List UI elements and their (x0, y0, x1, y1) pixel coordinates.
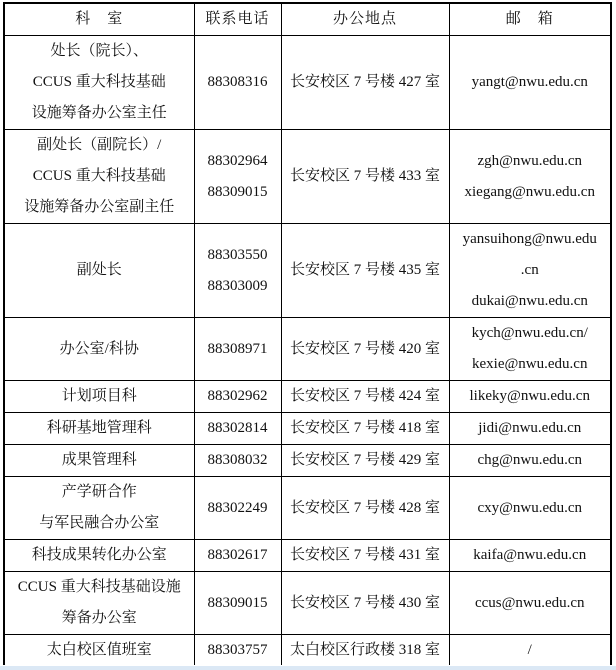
cell-line: 长安校区 7 号楼 428 室 (289, 499, 440, 516)
cell-location (281, 445, 449, 477)
cell-phone (194, 318, 281, 381)
cell-location (281, 130, 449, 224)
cell-phone (194, 224, 281, 318)
cell-phone (194, 635, 281, 668)
cell-line: yangt@nwu.edu.cn (471, 74, 588, 90)
cell-line: 88308971 (207, 340, 268, 357)
page-bottom-edge (0, 665, 616, 670)
cell-phone (194, 477, 281, 540)
table-row (4, 36, 611, 130)
cell-phone (194, 445, 281, 477)
cell-dept (4, 381, 194, 413)
cell-dept (4, 224, 194, 318)
cell-phone (194, 540, 281, 572)
cell-line: 88309015 (207, 594, 268, 611)
cell-line: 处长（院长）、 (50, 43, 148, 59)
table-row (4, 445, 611, 477)
cell-email (449, 318, 611, 381)
cell-location (281, 318, 449, 381)
cell-location (281, 413, 449, 445)
cell-email (449, 572, 611, 635)
cell-line: CCUS 重大科技基础 (32, 74, 166, 90)
cell-line: .cn (520, 262, 539, 278)
cell-line: / (527, 642, 532, 658)
cell-line: 88303550 (207, 246, 268, 263)
cell-line: 副处长 (76, 262, 122, 278)
cell-line: cxy@nwu.edu.cn (477, 499, 583, 516)
cell-line: 88309015 (207, 183, 268, 200)
cell-line: 设施筹备办公室副主任 (24, 199, 175, 215)
cell-line: yansuihong@nwu.edu (462, 231, 597, 247)
cell-line: 88303009 (207, 277, 268, 294)
cell-line: 88302962 (207, 388, 268, 404)
cell-line: 88303757 (207, 642, 268, 658)
cell-line: 88302249 (207, 499, 268, 516)
cell-line: 太白校区行政楼 318 室 (289, 642, 440, 658)
cell-dept (4, 540, 194, 572)
header-phone: 联系电话 (194, 3, 281, 36)
cell-line: 计划项目科 (61, 388, 137, 404)
cell-line: 长安校区 7 号楼 430 室 (289, 594, 440, 611)
cell-line: 88308032 (207, 452, 268, 468)
cell-phone (194, 130, 281, 224)
table-row (4, 130, 611, 224)
cell-line: 88308316 (207, 74, 268, 90)
cell-email (449, 36, 611, 130)
cell-line: 设施筹备办公室主任 (31, 105, 167, 121)
cell-line: 产学研合作 (61, 484, 137, 500)
cell-email (449, 224, 611, 318)
cell-line: 科研基地管理科 (46, 420, 152, 436)
cell-dept (4, 445, 194, 477)
cell-line: jidi@nwu.edu.cn (478, 420, 582, 436)
cell-dept (4, 477, 194, 540)
cell-line: CCUS 重大科技基础 (32, 168, 166, 184)
cell-dept (4, 635, 194, 668)
cell-line: 长安校区 7 号楼 424 室 (289, 388, 440, 404)
cell-email (449, 635, 611, 668)
cell-line: 长安校区 7 号楼 431 室 (289, 547, 440, 563)
table-body (4, 36, 611, 668)
table-row (4, 635, 611, 668)
cell-location (281, 572, 449, 635)
cell-location (281, 36, 449, 130)
header-email: 邮 箱 (449, 3, 611, 36)
cell-location (281, 635, 449, 668)
cell-location (281, 477, 449, 540)
cell-line: chg@nwu.edu.cn (477, 452, 583, 468)
table-row (4, 318, 611, 381)
header-location: 办公地点 (281, 3, 449, 36)
table-row (4, 224, 611, 318)
cell-email (449, 130, 611, 224)
cell-line: 副处长（副院长）/ (37, 137, 162, 153)
cell-line: 长安校区 7 号楼 429 室 (289, 452, 440, 468)
table-row (4, 413, 611, 445)
cell-email (449, 477, 611, 540)
table-row (4, 572, 611, 635)
cell-line: 筹备办公室 (61, 610, 137, 626)
cell-line: 长安校区 7 号楼 435 室 (289, 262, 440, 278)
cell-line: 与军民融合办公室 (39, 515, 160, 531)
cell-line: kaifa@nwu.edu.cn (473, 547, 587, 563)
table-row (4, 477, 611, 540)
cell-email (449, 445, 611, 477)
cell-dept (4, 130, 194, 224)
cell-dept (4, 318, 194, 381)
cell-phone (194, 36, 281, 130)
cell-line: 长安校区 7 号楼 420 室 (289, 340, 440, 357)
header-row (4, 3, 611, 36)
cell-line: 长安校区 7 号楼 418 室 (289, 420, 440, 436)
contact-table (3, 2, 612, 668)
cell-location (281, 224, 449, 318)
cell-line: likeky@nwu.edu.cn (469, 388, 590, 404)
cell-line: CCUS 重大科技基础设施 (17, 579, 181, 595)
cell-line: dukai@nwu.edu.cn (471, 293, 588, 309)
cell-line: zgh@nwu.edu.cn (477, 152, 583, 169)
cell-phone (194, 413, 281, 445)
cell-line: xiegang@nwu.edu.cn (464, 183, 595, 200)
cell-line: ccus@nwu.edu.cn (474, 594, 585, 611)
cell-dept (4, 572, 194, 635)
cell-line: 88302617 (207, 547, 268, 563)
table-row (4, 381, 611, 413)
cell-location (281, 540, 449, 572)
cell-email (449, 540, 611, 572)
cell-phone (194, 572, 281, 635)
cell-line: 长安校区 7 号楼 433 室 (289, 168, 440, 184)
cell-email (449, 381, 611, 413)
cell-line: kych@nwu.edu.cn/ (471, 325, 588, 341)
cell-location (281, 381, 449, 413)
header-dept: 科 室 (4, 3, 194, 36)
cell-dept (4, 413, 194, 445)
cell-dept (4, 36, 194, 130)
table-row (4, 540, 611, 572)
cell-line: 科技成果转化办公室 (31, 547, 167, 563)
cell-line: 长安校区 7 号楼 427 室 (289, 74, 440, 90)
cell-line: 太白校区值班室 (46, 642, 152, 658)
table-header-row (4, 3, 611, 36)
cell-line: 办公室/科协 (59, 340, 139, 357)
cell-line: 成果管理科 (61, 452, 137, 468)
cell-line: 88302814 (207, 420, 268, 436)
cell-line: kexie@nwu.edu.cn (472, 356, 588, 372)
cell-line: 88302964 (207, 152, 268, 169)
cell-phone (194, 381, 281, 413)
cell-email (449, 413, 611, 445)
